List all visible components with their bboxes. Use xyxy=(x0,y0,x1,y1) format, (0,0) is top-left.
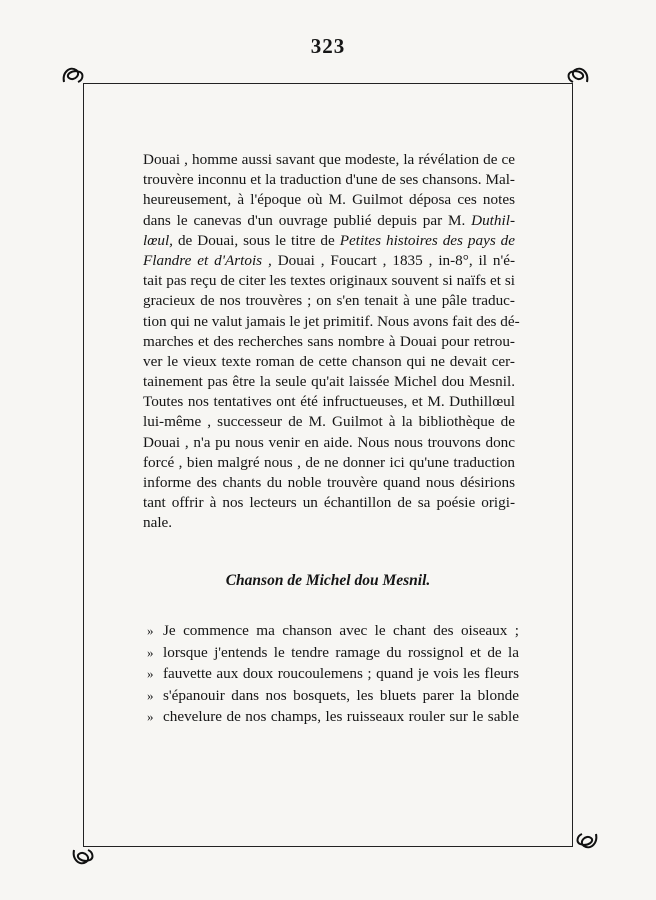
flourish-bottom-right-icon xyxy=(574,828,600,854)
text-line: Toutes nos tentatives ont été infructueuses, et M. Duthillœul xyxy=(143,393,515,411)
text-line: trouvère inconnu et la traduction d'une de ses chansons. Mal- xyxy=(143,171,515,189)
text-line: ver le vieux texte roman de cette chanson qui ne devait cer- xyxy=(143,352,515,370)
text-line: lœul, de Douai, sous le titre de Petites histoires des pays de xyxy=(143,231,516,249)
text-line: marches et des recherches sans nombre à Douai pour retrou- xyxy=(143,332,515,350)
flourish-bottom-left-icon xyxy=(70,844,96,870)
text-segment: sous le titre de xyxy=(243,231,335,249)
text-line xyxy=(143,251,515,271)
quote-mark: » xyxy=(147,687,154,703)
text-line: heureusement, à l'époque où M. Guilmot déposa ces notes xyxy=(143,191,515,209)
verse-line xyxy=(147,685,519,707)
text-segment: Douai , Foucart , 1835 , in-8°, il n'é- xyxy=(277,251,516,269)
text-line: lui-même , successeur de M. Guilmot à la bibliothèque de xyxy=(143,413,515,431)
text-line: tainement pas être la seule qu'ait laissée Michel dou Mesnil. xyxy=(143,373,515,391)
text-line: tait pas reçu de citer les textes originaux souvent si naïfs et si xyxy=(143,272,515,290)
flourish-top-right-icon xyxy=(565,62,591,88)
page-number: 323 xyxy=(310,34,346,58)
quote-mark: » xyxy=(147,666,154,682)
text-line: Douai , n'a pu nous venir en aide. Nous nous trouvons donc xyxy=(143,433,515,451)
text-line: forcé , bien malgré nous , de ne donner ici qu'une traduction xyxy=(143,453,515,471)
quote-mark: » xyxy=(147,709,154,725)
italic-book-title: Flandre et d'Artois , xyxy=(143,251,272,269)
verse-block xyxy=(147,620,519,728)
text-line: informe des chants du noble trouvère quand nous désirions xyxy=(143,474,515,491)
text-segment: dans le canevas d'un ouvrage publié depuis par M. xyxy=(143,211,466,229)
text-line: nale. xyxy=(143,514,173,532)
verse-text: lorsque j'entends le tendre ramage du rossignol et de la xyxy=(163,643,519,661)
text-line: gracieux de nos trouvères ; on s'en tenait à une pâle traduc- xyxy=(143,292,515,310)
verse-line xyxy=(147,706,519,728)
quote-mark: » xyxy=(147,644,154,660)
verse-text: s'épanouir dans nos bosquets, les bluets parer la blonde xyxy=(163,686,519,704)
verse-text: fauvette aux doux roucoulemens ; quand je vois les fleurs xyxy=(163,665,519,683)
verse-line xyxy=(147,620,519,642)
verse-text: chevelure de nos champs, les ruisseaux rouler sur le sable xyxy=(163,708,519,726)
italic-author-name: Duthil- xyxy=(471,211,515,229)
text-line: Douai , homme aussi savant que modeste, la révélation de ce xyxy=(143,151,515,168)
text-line xyxy=(143,211,515,231)
quote-mark: » xyxy=(147,623,154,638)
flourish-top-left-icon xyxy=(60,62,86,88)
text-line: tion qui ne valut jamais le jet primitif. Nous avons fait des dé- xyxy=(143,312,520,330)
body-paragraph xyxy=(143,150,520,534)
italic-author-name: lœul, xyxy=(143,231,173,249)
verse-text: Je commence ma chanson avec le chant des oiseaux ; xyxy=(163,622,519,639)
text-line: tant offrir à nos lecteurs un échantillon de sa poésie origi- xyxy=(143,494,515,512)
verse-line xyxy=(147,642,519,664)
verse-line xyxy=(147,663,519,685)
text-segment: de Douai xyxy=(177,231,235,249)
italic-book-title: Petites histoires des pays de xyxy=(339,231,516,249)
section-title: Chanson de Michel dou Mesnil. xyxy=(225,572,431,589)
